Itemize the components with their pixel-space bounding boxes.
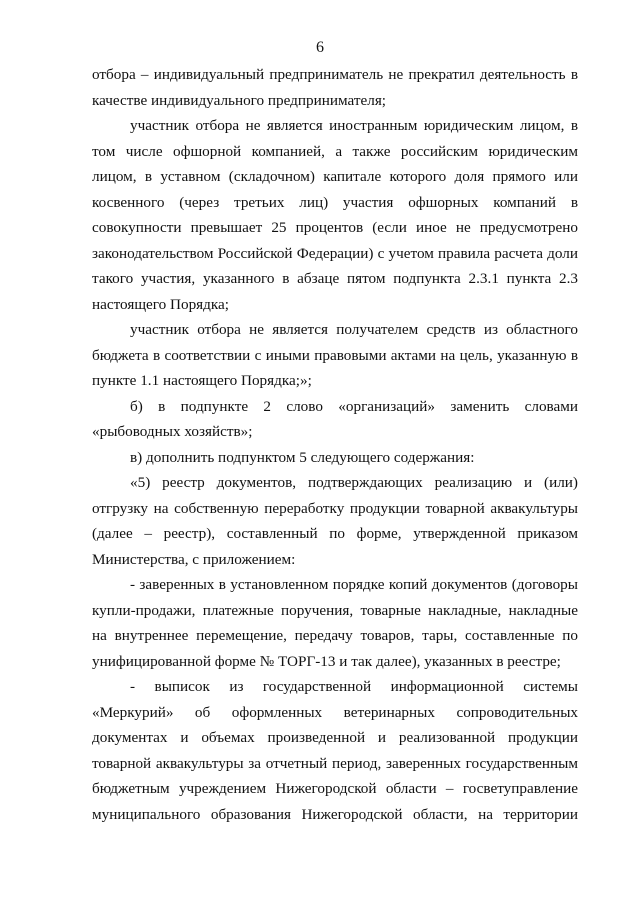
page-number: 6 <box>316 39 324 56</box>
paragraph-registry: «5) реестр документов, подтверждающих реализацию и (или) отгрузку на собственную переработку продукции товарной аквакультуры (далее – реестр), составленный по форме, утвержденной приказом Министерства, с приложением: <box>92 474 578 568</box>
list-item-mercury-extracts: - выписок из государственной информационной системы «Меркурий» об оформленных ветеринарных сопроводительных документах и объемах произведенной и реализованной продукции товарной аквакультуры за отчетный период, заверенных государственным бюджетным учреждением Нижегородской области – госветуправление муниципального образования Нижегородской области, на территории <box>92 678 578 823</box>
paragraph-offshore-condition: участник отбора не является иностранным юридическим лицом, в том числе офшорной компанией, а также российским юридическим лицом, в уставном (складочном) капитале которого доля прямого или косвенного (через третьих лиц) участия офшорных компаний в совокупности превышает 25 процентов (если иное не предусмотрено законодательством Российской Федерации) с учетом правила расчета доли такого участия, указанного в абзаце пятом подпункта 2.3.1 пункта 2.3 настоящего Порядка; <box>92 117 578 313</box>
paragraph-continuation: отбора – индивидуальный предприниматель не прекратил деятельность в качестве индивидуального предпринимателя; <box>92 66 578 109</box>
paragraph-subpoint-b: б) в подпункте 2 слово «организаций» заменить словами «рыбоводных хозяйств»; <box>92 397 578 440</box>
paragraph-budget-condition: участник отбора не является получателем средств из областного бюджета в соответствии с иными правовыми актами на цель, указанную в пункте 1.1 настоящего Порядка;»; <box>92 321 578 389</box>
list-item-document-copies: - заверенных в установленном порядке копий документов (договоры купли-продажи, платежные поручения, товарные накладные, накладные на внутреннее перемещение, передачу товаров, тары, составленные по унифицированной форме № ТОРГ-13 и так далее), указанных в реестре; <box>92 576 578 670</box>
paragraph-subpoint-v: в) дополнить подпунктом 5 следующего содержания: <box>130 448 475 466</box>
document-body <box>92 62 578 827</box>
